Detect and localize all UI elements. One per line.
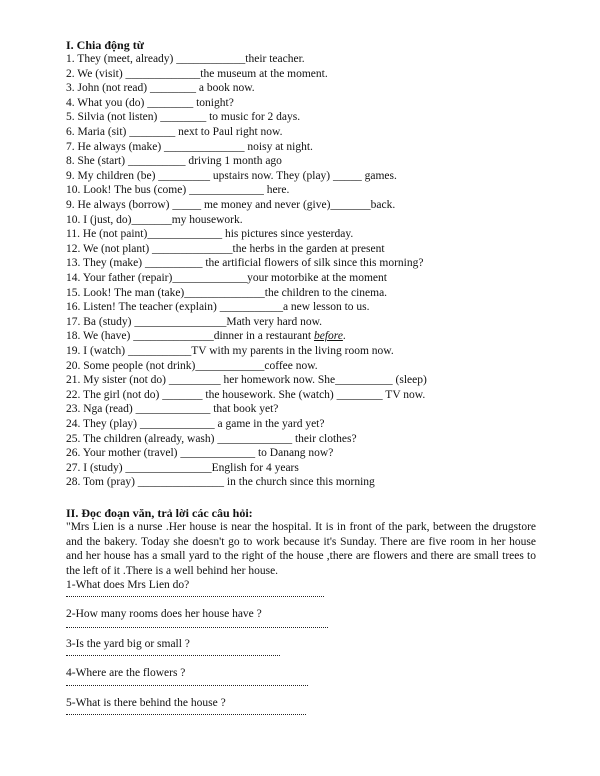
exercise-item bbox=[66, 475, 586, 490]
exercise-text: 9. He always (borrow) _____ me money and never (give)_______back. bbox=[66, 199, 396, 211]
emphasized-word: before bbox=[313, 330, 343, 343]
exercise-item bbox=[66, 96, 586, 111]
exercise-item bbox=[66, 213, 586, 228]
exercise-item bbox=[66, 81, 586, 96]
exercise-text: 15. Look! The man (take)______________the children to the cinema. bbox=[66, 286, 388, 299]
question-4: 4-Where are the flowers ? bbox=[66, 667, 186, 679]
exercise-text: 6. Maria (sit) ________ next to Paul right now. bbox=[66, 126, 283, 138]
question-1: 1-What does Mrs Lien do? bbox=[66, 579, 190, 591]
exercise-text: 12. We (not plant) ______________the herbs in the garden at present bbox=[66, 242, 385, 255]
exercise-item bbox=[66, 256, 586, 271]
exercise-item bbox=[66, 271, 586, 286]
exercise-item bbox=[66, 110, 586, 125]
exercise-item bbox=[66, 198, 586, 213]
exercise-text: 10. Look! The bus (come) _____________ here. bbox=[66, 184, 290, 197]
exercise-item bbox=[66, 183, 586, 198]
exercise-item bbox=[66, 154, 586, 169]
exercise-item bbox=[66, 67, 586, 82]
exercise-item bbox=[66, 388, 586, 403]
exercise-text: 3. John (not read) ________ a book now. bbox=[66, 82, 255, 95]
question-3: 3-Is the yard big or small ? bbox=[66, 638, 190, 650]
exercise-item bbox=[66, 329, 586, 344]
exercise-text: 24. They (play) _____________ a game in the yard yet? bbox=[66, 418, 325, 430]
section2-title: II. Đọc đoạn văn, trả lời các câu hỏi: bbox=[66, 506, 253, 520]
exercise-text: 21. My sister (not do) _________ her homework now. She__________ (sleep) bbox=[66, 374, 427, 387]
exercise-item bbox=[66, 417, 586, 432]
exercise-item bbox=[66, 300, 586, 315]
exercise-text: 2. We (visit) _____________the museum at the moment. bbox=[66, 67, 328, 80]
exercise-text: 11. He (not paint)_____________ his pictures since yesterday. bbox=[66, 228, 354, 241]
exercise-text: 18. We (have) ______________dinner in a restaurant bbox=[66, 330, 314, 343]
exercise-text: 13. They (make) __________ the artificial flowers of silk since this morning? bbox=[66, 257, 424, 270]
question-2: 2-How many rooms does her house have ? bbox=[66, 608, 262, 620]
exercise-item bbox=[66, 373, 586, 388]
exercise-text: 20. Some people (not drink)____________coffee now. bbox=[66, 359, 318, 372]
exercise-item bbox=[66, 227, 586, 242]
exercise-text: 7. He always (make) ______________ noisy at night. bbox=[66, 140, 313, 153]
answer-line-4[interactable] bbox=[66, 683, 308, 686]
exercise-text: 23. Nga (read) _____________ that book yet? bbox=[66, 403, 279, 416]
exercise-text: 17. Ba (study) ________________Math very hard now. bbox=[66, 315, 323, 328]
exercise-item bbox=[66, 169, 586, 184]
exercise-text: 22. The girl (not do) _______ the housework. She (watch) ________ TV now. bbox=[66, 388, 426, 401]
exercise-item bbox=[66, 286, 586, 301]
exercise-text: 27. I (study) _______________English for 4 years bbox=[66, 461, 299, 474]
exercise-item bbox=[66, 125, 586, 140]
exercise-text: 16. Listen! The teacher (explain) ___________a new lesson to us. bbox=[66, 301, 370, 314]
exercise-item bbox=[66, 315, 586, 330]
exercise-text: 14. Your father (repair)_____________your motorbike at the moment bbox=[66, 272, 387, 284]
exercise-text: 28. Tom (pray) _______________ in the church since this morning bbox=[66, 476, 375, 489]
answer-line-1[interactable] bbox=[66, 594, 324, 597]
exercise-text: 4. What you (do) ________ tonight? bbox=[66, 96, 234, 109]
exercise-text: 19. I (watch) ___________TV with my parents in the living room now. bbox=[66, 345, 394, 357]
answer-line-5[interactable] bbox=[66, 712, 306, 715]
exercise-text: 5. Silvia (not listen) ________ to music for 2 days. bbox=[66, 111, 301, 124]
exercise-item bbox=[66, 140, 586, 155]
exercise-text: 9. My children (be) _________ upstairs now. They (play) _____ games. bbox=[66, 169, 397, 182]
answer-line-3[interactable] bbox=[66, 653, 280, 656]
exercise-item bbox=[66, 432, 586, 447]
exercise-item bbox=[66, 344, 586, 359]
exercise-item bbox=[66, 242, 586, 257]
answer-line-2[interactable] bbox=[66, 625, 328, 628]
exercise-text: 8. She (start) __________ driving 1 month ago bbox=[66, 155, 282, 168]
exercise-text: 25. The children (already, wash) _____________ their clothes? bbox=[66, 432, 357, 445]
exercise-text: . bbox=[342, 330, 346, 343]
exercise-item bbox=[66, 461, 586, 476]
exercise-item bbox=[66, 446, 586, 461]
question-5: 5-What is there behind the house ? bbox=[66, 697, 226, 709]
reading-passage: "Mrs Lien is a nurse .Her house is near the hospital. It is in front of the park, between the drugstore and the bakery. Today she doesn't go to work because it's Sunday. There are five room in her house and her house has a small yard to the right of the house ,there are flowers and there are small trees to the left of it .There is a well behind her house. bbox=[66, 521, 536, 578]
exercise-item bbox=[66, 359, 586, 374]
exercise-item bbox=[66, 402, 586, 417]
exercise-text: 10. I (just, do)_______my housework. bbox=[66, 213, 243, 226]
exercise-text: 1. They (meet, already) ____________their teacher. bbox=[66, 53, 305, 65]
exercise-item bbox=[66, 52, 586, 67]
exercise-text: 26. Your mother (travel) _____________ to Danang now? bbox=[66, 447, 334, 460]
section1-title: I. Chia động từ bbox=[66, 38, 144, 52]
